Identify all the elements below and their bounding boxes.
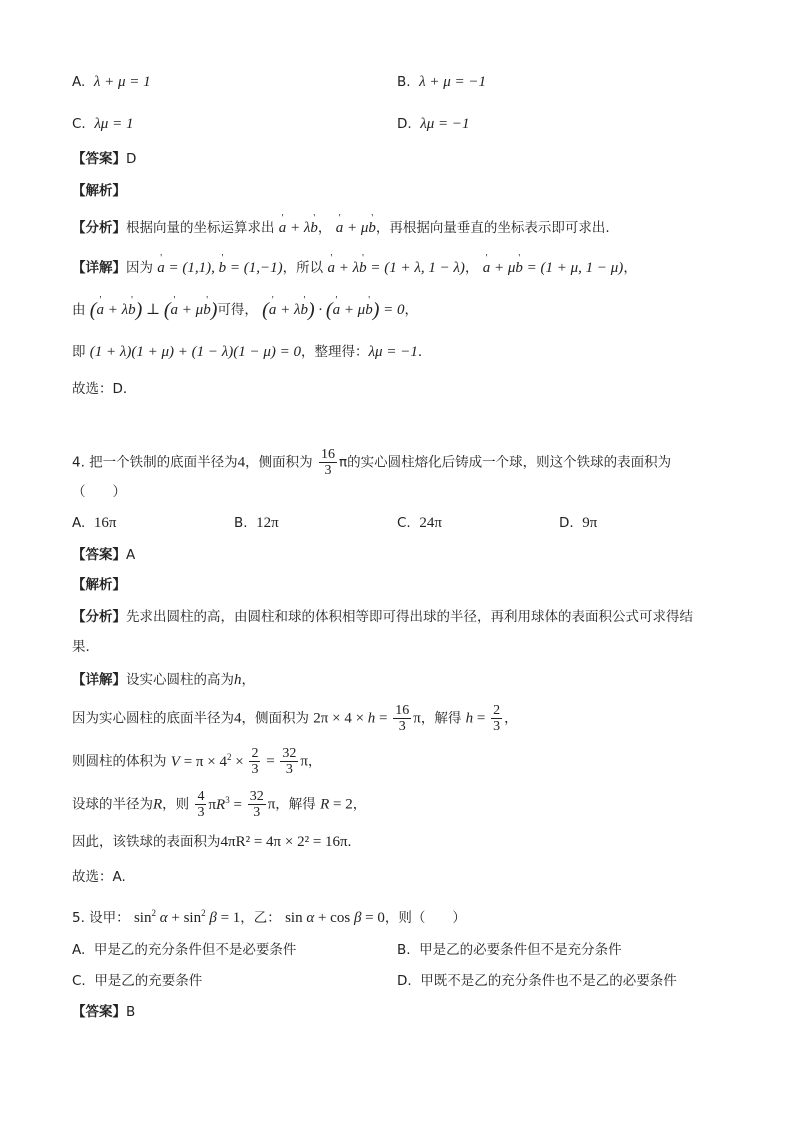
q5-answer: 【答案】B bbox=[72, 1004, 136, 1020]
q5-option-b: B. 甲是乙的必要条件但不是充分条件 bbox=[397, 942, 622, 958]
q3-xiangjie-line1: 【详解】因为 ' a = (1,1), ' b = (1,−1)，所以 ' a + λ' b = (1 + λ, 1 − λ)， ' a + μ' b = (1 + μ, 1 − μ)， bbox=[72, 258, 637, 278]
q4-xiangjie-line4: 设球的半径为R，则 $\frac{4}{3}$ $\pi R^3$ = $\frac{32}{3}$ π，解得 R = 2， bbox=[72, 789, 367, 820]
q3-fenxi: 【分析】根据向量的坐标运算求出 ' a + λ' b， ' a + μ' b，再根据向量垂直的坐标表示即可求出. bbox=[72, 218, 610, 238]
q4-analysis-heading: 【解析】 bbox=[72, 577, 126, 593]
q4-xiangjie-line2: 因为实心圆柱的底面半径为4，侧面积为 2π × 4 × h = $\frac{16}{3}$ π，解得 h = $\frac{2}{3}$ ， bbox=[72, 703, 518, 734]
q4-bracket: （ ） bbox=[72, 484, 126, 500]
q5-option-c: C. 甲是乙的充要条件 bbox=[72, 973, 203, 989]
q3-xiangjie-line3: 即 (1 + λ)(1 + μ) + (1 − λ)(1 − μ) = 0，整理得：λμ = −1． bbox=[72, 344, 432, 360]
q4-option-b: B. 12π bbox=[234, 515, 279, 531]
q3-analysis-heading: 【解析】 bbox=[72, 183, 126, 199]
q4-option-c: C. 24π bbox=[397, 515, 442, 531]
q5-option-a: A. 甲是乙的充分条件但不是必要条件 bbox=[72, 942, 297, 958]
q4-option-d: D. 9π bbox=[559, 515, 598, 531]
q4-xiangjie-line3: 则圆柱的体积为 $V = \pi \times 4^2$ × $\frac{2}{3}$ = $\frac{32}{3}$ π， bbox=[72, 746, 322, 777]
q3-conclusion: 故选：D． bbox=[72, 381, 137, 397]
q3-answer: 【答案】D bbox=[72, 151, 137, 167]
q3-option-a: A. λ + μ = 1 bbox=[72, 74, 151, 90]
q4-stem: 4. 把一个铁制的底面半径为4，侧面积为 $\frac{16}{3}$ π的实心圆柱熔化后铸成一个球，则这个铁球的表面积为 bbox=[72, 447, 672, 478]
q3-xiangjie-line2: 由 (' a + λ' b) ⊥ (' a + μ' b)可得， (' a + λ' b) · (' a + μ' b) = 0， bbox=[72, 300, 418, 320]
q4-answer: 【答案】A bbox=[72, 547, 136, 563]
q4-fenxi-cont: 果. bbox=[72, 639, 90, 655]
q4-fenxi: 【分析】先求出圆柱的高，由圆柱和球的体积相等即可得出球的半径，再利用球体的表面积公式可求得结 bbox=[72, 609, 693, 625]
q4-conclusion: 故选：A. bbox=[72, 869, 126, 885]
q4-xiangjie-line1: 【详解】设实心圆柱的高为h， bbox=[72, 672, 255, 688]
q5-option-d: D. 甲既不是乙的充分条件也不是乙的必要条件 bbox=[397, 973, 677, 989]
q3-option-d: D. λμ = −1 bbox=[397, 116, 470, 132]
q3-option-b: B. λ + μ = −1 bbox=[397, 74, 487, 90]
q3-option-c: C. λμ = 1 bbox=[72, 116, 134, 132]
q4-option-a: A. 16π bbox=[72, 515, 117, 531]
q4-xiangjie-line5: 因此，该铁球的表面积为4πR² = 4π × 2² = 16π. bbox=[72, 834, 352, 850]
q5-stem: 5. 设甲： $\sin^2 \alpha + \sin^2 \beta = 1$，乙： sin α + cos β = 0，则（ ） bbox=[72, 908, 466, 926]
q4-fraction: $\frac{16}{3}$ bbox=[320, 447, 335, 478]
